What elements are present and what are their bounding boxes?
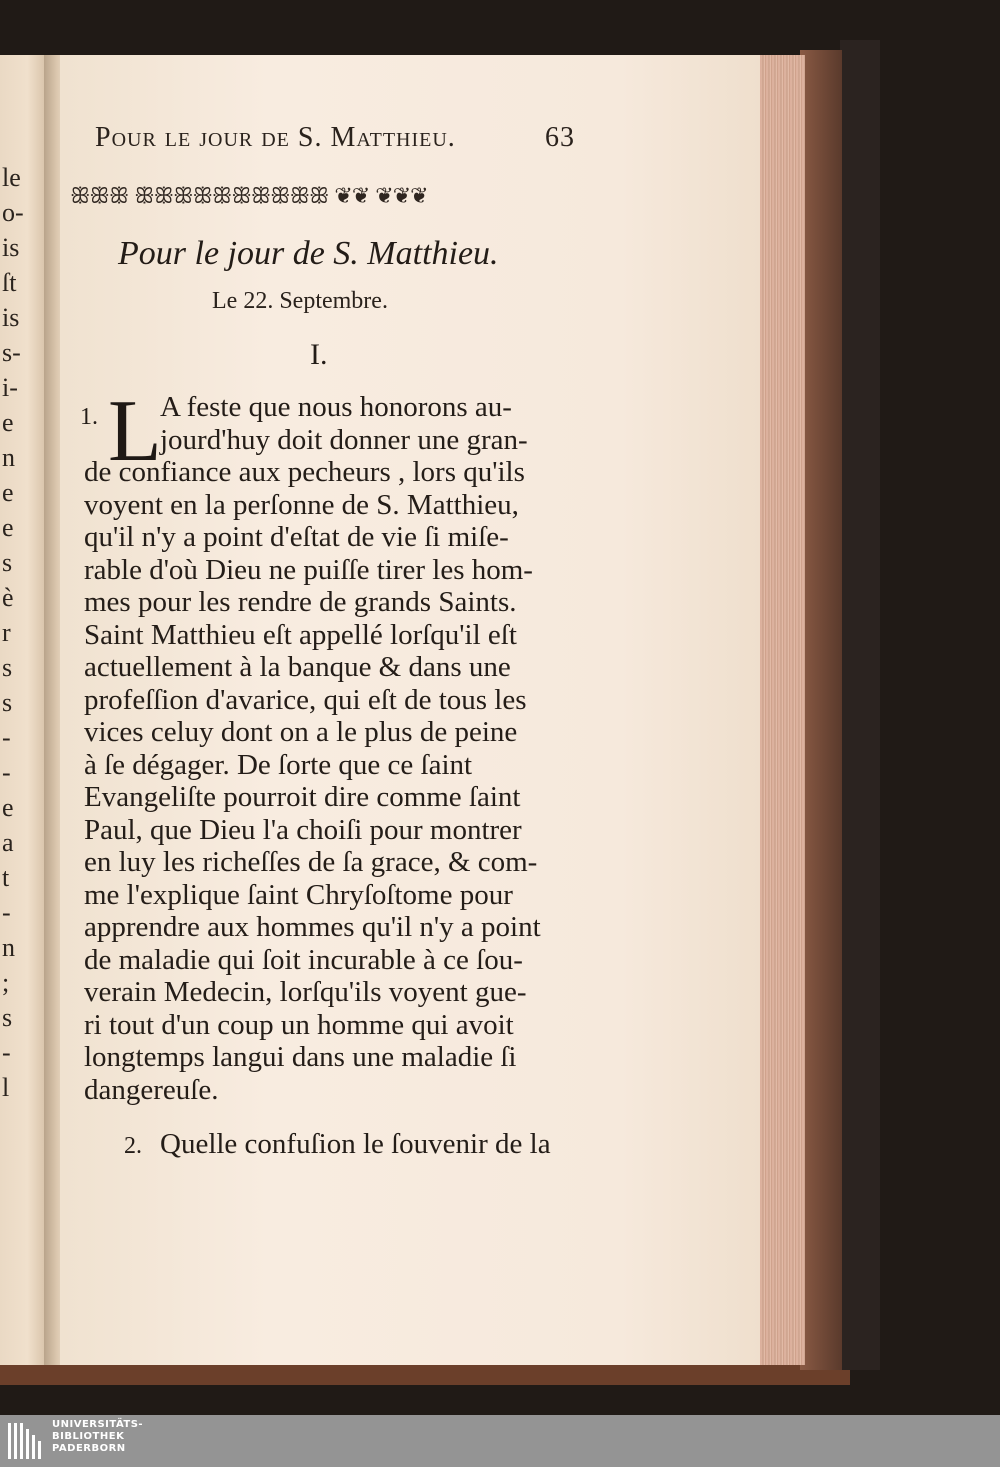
body-line: A feste que nous honorons au- xyxy=(160,391,512,423)
running-head-title: Pour le jour de S. Matthieu. xyxy=(95,122,456,153)
body-line: me l'explique ſaint Chryſoſtome pour xyxy=(84,878,513,911)
left-page-fragment: s xyxy=(2,688,13,717)
left-page-fragment: ſt xyxy=(2,268,17,297)
library-name-line1: UNIVERSITÄTS- xyxy=(52,1419,144,1430)
left-page-fragment: is xyxy=(2,303,20,332)
body-line: apprendre aux hommes qu'il n'y a point xyxy=(84,911,541,943)
body-line: à ſe dégager. De ſorte que ce ſaint xyxy=(84,748,473,781)
left-page-fragment: o- xyxy=(2,198,24,227)
body-line: qu'il n'y a point d'eſtat de vie ſi miſe- xyxy=(84,521,509,553)
section-title: Pour le jour de S. Matthieu. xyxy=(118,235,499,272)
body-line: actuellement à la banque & dans une xyxy=(84,651,511,683)
body-line: longtemps langui dans une maladie ſi xyxy=(84,1041,517,1073)
left-page-fragment: e xyxy=(2,793,14,822)
left-page-fragment: is xyxy=(2,233,20,262)
library-name-line2: BIBLIOTHEK xyxy=(52,1431,125,1442)
body-line: mes pour les rendre de grands Saints. xyxy=(84,586,517,618)
body-line-para2: Quelle confuſion le ſouvenir de la xyxy=(160,1128,551,1160)
left-page-fragment: n xyxy=(2,933,15,962)
left-page-fragment: e xyxy=(2,408,14,437)
page-number: 63 xyxy=(545,122,575,153)
library-logo-icon xyxy=(6,1419,46,1463)
book-binding xyxy=(840,40,880,1370)
left-page-fragment: è xyxy=(2,583,14,612)
body-line: de confiance aux pecheurs , lors qu'ils xyxy=(84,456,525,488)
left-page-fragment: s xyxy=(2,1003,13,1032)
left-page-fragment: s xyxy=(2,653,13,682)
body-line: Evangeliſte pourroit dire comme ſaint xyxy=(84,781,521,813)
body-line: Paul, que Dieu l'a choiſi pour montrer xyxy=(84,813,522,846)
body-line: ri tout d'un coup un homme qui avoit xyxy=(84,1008,514,1041)
left-page-fragment: a xyxy=(2,828,14,857)
body-line: verain Medecin, lorſqu'ils voyent gue- xyxy=(84,976,527,1008)
body-line: de maladie qui ſoit incurable à ce ſou- xyxy=(84,943,523,976)
book-cover-side xyxy=(800,50,842,1370)
left-page-fragment: - xyxy=(2,898,11,927)
feast-date: Le 22. Septembre. xyxy=(212,288,388,314)
left-page-fragment: - xyxy=(2,758,11,787)
left-page-fragment: e xyxy=(2,478,14,507)
left-page-fragment: l xyxy=(2,1073,10,1102)
paragraph-number-2: 2. xyxy=(124,1133,142,1159)
paragraph-number: 1. xyxy=(80,404,98,430)
body-line: vices celuy dont on a le plus de peine xyxy=(84,716,518,748)
section-numeral: I. xyxy=(310,338,328,371)
body-line: Saint Matthieu eſt appellé lorſqu'il eſt xyxy=(84,618,517,651)
left-page-fragment: s- xyxy=(2,338,21,367)
left-page-fragment: le xyxy=(2,163,21,192)
body-line: voyent en la perſonne de S. Matthieu, xyxy=(84,488,519,521)
left-page-fragment: e xyxy=(2,513,14,542)
left-page-fragment: ; xyxy=(2,968,10,997)
ornament-band: ꕥꕥꕥ ꕥꕥꕥꕥꕥꕥꕥꕥꕥꕥ ❦❦ ❦❦❦ xyxy=(70,184,428,209)
body-line: en luy les richeſſes de ſa grace, & com- xyxy=(84,846,538,878)
body-line: jourd'huy doit donner une gran- xyxy=(160,423,528,456)
left-page-fragment: n xyxy=(2,443,15,472)
body-line: dangereuſe. xyxy=(84,1073,219,1106)
left-page-fragment: s xyxy=(2,548,13,577)
library-footer xyxy=(0,1415,1000,1467)
running-head xyxy=(95,122,575,166)
left-page-fragment: - xyxy=(2,1038,11,1067)
library-name-line3: PADERBORN xyxy=(52,1443,126,1454)
left-page-fragment: r xyxy=(2,618,11,647)
body-line: profeſſion d'avarice, qui eſt de tous les xyxy=(84,683,527,716)
left-page-fragment: t xyxy=(2,863,10,892)
drop-cap: L xyxy=(108,383,162,480)
body-line: rable d'où Dieu ne puiſſe tirer les hom- xyxy=(84,553,533,586)
left-page-fragment: - xyxy=(2,723,11,752)
left-page-sliver xyxy=(0,55,46,1365)
left-page-fragment: i- xyxy=(2,373,18,402)
